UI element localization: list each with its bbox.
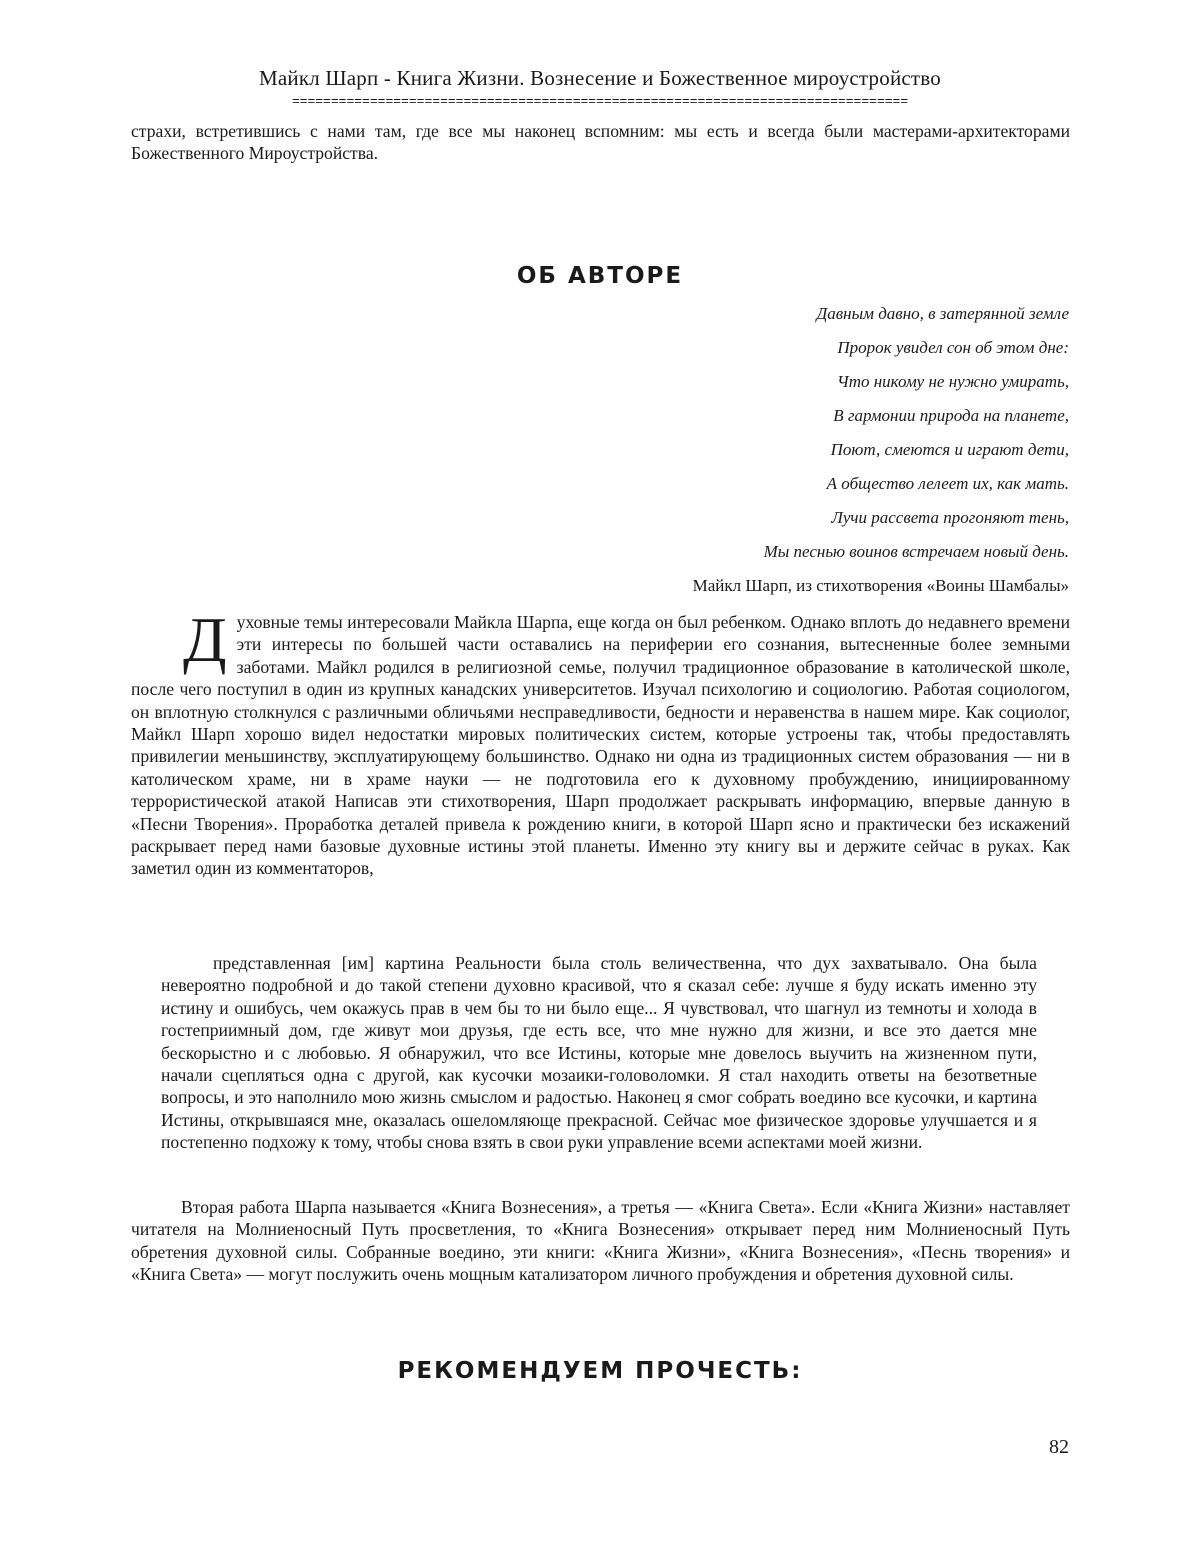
closing-paragraph: Вторая работа Шарпа называется «Книга Вознесения», а третья — «Книга Света». Если «Книга Жизни» наставляет читателя на Молниеносный Путь просветления, то «Книга Вознесения» открывает перед ним Молниеносный Путь обретения духовной силы. Собранные воедино, эти книги: «Книга Жизни», «Книга Вознесения», «Песнь творения» и «Книга Света» — могут послужить очень мощным катализатором личного пробуждения и обретения духовной силы.: [131, 1197, 1070, 1285]
biography-text: уховные темы интересовали Майкла Шарпа, еще когда он был ребенком. Однако вплоть до недавнего времени эти интересы по большей части оставались на периферии его сознания, вытесненные более земными заботами. Майкл родился в религиозной семье, получил традиционное образование в католической школе, после чего поступил в один из крупных канадских университетов. Изучал психологию и социологию. Работая социологом, он вплотную столкнулся с различными обличьями несправедливости, бедности и неравенства в нашем мире. Как социолог, Майкл Шарп хорошо видел недостатки мировых политических систем, которые устроены так, чтобы предоставлять привилегии меньшинству, эксплуатирующему большинство. Однако ни одна из традиционных систем образования — ни в католическом храме, ни в храме науки — не подготовила его к духовному пробуждению, инициированному террористической атакой Написав эти стихотворения, Шарп продолжает раскрывать информацию, впервые данную в «Песни Творения». Проработка деталей привела к рождению книги, в которой Шарп ясно и практически без искажений раскрывает перед нами базовые духовные истины этой планеты. Именно эту книгу вы и держите сейчас в руках. Как заметил один из комментаторов,: [131, 612, 1070, 879]
poem-line: А общество лелеет их, как мать.: [826, 474, 1069, 493]
poem-line: Пророк увидел сон об этом дне:: [837, 338, 1069, 357]
poem-line: Давным давно, в затерянной земле: [816, 304, 1069, 323]
poem-line: Лучи рассвета прогоняют тень,: [831, 508, 1069, 527]
poem-line: Мы песнью воинов встречаем новый день.: [763, 542, 1069, 561]
block-quote: представленная [им] картина Реальности была столь величественна, что дух захватывало. Она была невероятно подробной и до такой степени духовно красивой, что я сказал себе: лучше я буду искать именно эту истину и ошибусь, чем окажусь прав в чем бы то ни было еще... Я чувствовал, что шагнул из темноты и холода в гостеприимный дом, где живут мои друзья, где есть все, что мне нужно для жизни, и все это дается мне бескорыстно и с любовью. Я обнаружил, что все Истины, которые мне довелось выучить на жизненном пути, начали сцепляться одна с другой, как кусочки мозаики-головоломки. Я стал находить ответы на безответные вопросы, и это наполнило мою жизнь смыслом и радостью. Наконец я смог собрать воедино все кусочки, и картина Истины, открывшаяся мне, оказалась ошеломляюще прекрасной. Сейчас мое физическое здоровье улучшается и я постепенно подхожу к тому, чтобы снова взять в свои руки управление всеми аспектами моей жизни.: [161, 953, 1037, 1153]
running-header: Майкл Шарп - Книга Жизни. Вознесение и Божественное мироустройство: [259, 66, 941, 90]
biography-paragraph: [131, 604, 1070, 880]
epigraph-poem: [549, 303, 1069, 597]
about-author-heading: ОБ АВТОРЕ: [516, 263, 684, 289]
intro-paragraph: страхи, встретившись с нами там, где все мы наконец вспомним: мы есть и всегда были мастерами-архитекторами Божественного Мироустройства.: [131, 121, 1070, 164]
page-number: 82: [1049, 1436, 1069, 1458]
header-rule: ===============================================================================: [291, 94, 909, 109]
poem-line: Поют, смеются и играют дети,: [830, 440, 1069, 459]
drop-cap: Д: [183, 604, 227, 675]
poem-line: В гармонии природа на планете,: [833, 406, 1069, 425]
poem-attribution: Майкл Шарп, из стихотворения «Воины Шамбалы»: [692, 576, 1069, 595]
recommended-reading-heading: РЕКОМЕНДУЕМ ПРОЧЕСТЬ:: [397, 1358, 803, 1384]
poem-line: Что никому не нужно умирать,: [837, 372, 1069, 391]
